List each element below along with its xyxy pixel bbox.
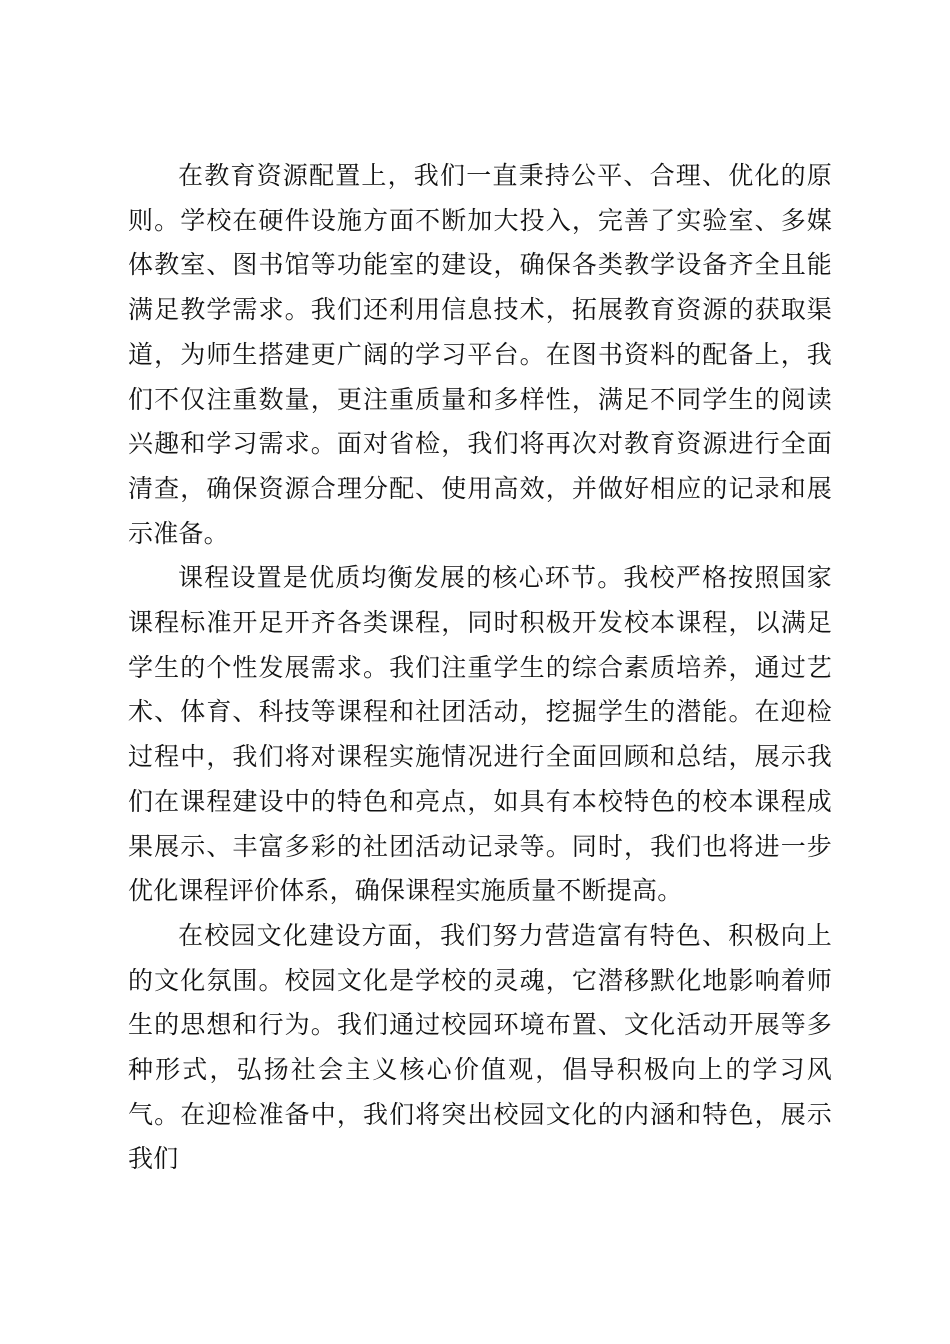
paragraph-education-resources: 在教育资源配置上，我们一直秉持公平、合理、优化的原则。学校在硬件设施方面不断加大投入，完善了实验室、多媒体教室、图书馆等功能室的建设，确保各类教学设备齐全且能满足教学需求。我们还利用信息技术，拓展教育资源的获取渠道，为师生搭建更广阔的学习平台。在图书资料的配备上，我们不仅注重数量，更注重质量和多样性，满足不同学生的阅读兴趣和学习需求。面对省检，我们将再次对教育资源进行全面清查，确保资源合理分配、使用高效，并做好相应的记录和展示准备。 [128,161,832,548]
paragraph-curriculum: 课程设置是优质均衡发展的核心环节。我校严格按照国家课程标准开足开齐各类课程，同时积极开发校本课程，以满足学生的个性发展需求。我们注重学生的综合素质培养，通过艺术、体育、科技等课程和社团活动，挖掘学生的潜能。在迎检过程中，我们将对课程实施情况进行全面回顾和总结，展示我们在课程建设中的特色和亮点，如具有本校特色的校本课程成果展示、丰富多彩的社团活动记录等。同时，我们也将进一步优化课程评价体系，确保课程实施质量不断提高。 [128,563,832,906]
paragraph-campus-culture: 在校园文化建设方面，我们努力营造富有特色、积极向上的文化氛围。校园文化是学校的灵魂，它潜移默化地影响着师生的思想和行为。我们通过校园环境布置、文化活动开展等多种形式，弘扬社会主义核心价值观，倡导积极向上的学习风气。在迎检准备中，我们将突出校园文化的内涵和特色，展示我们 [128,920,832,1174]
document-body [128,154,832,1182]
